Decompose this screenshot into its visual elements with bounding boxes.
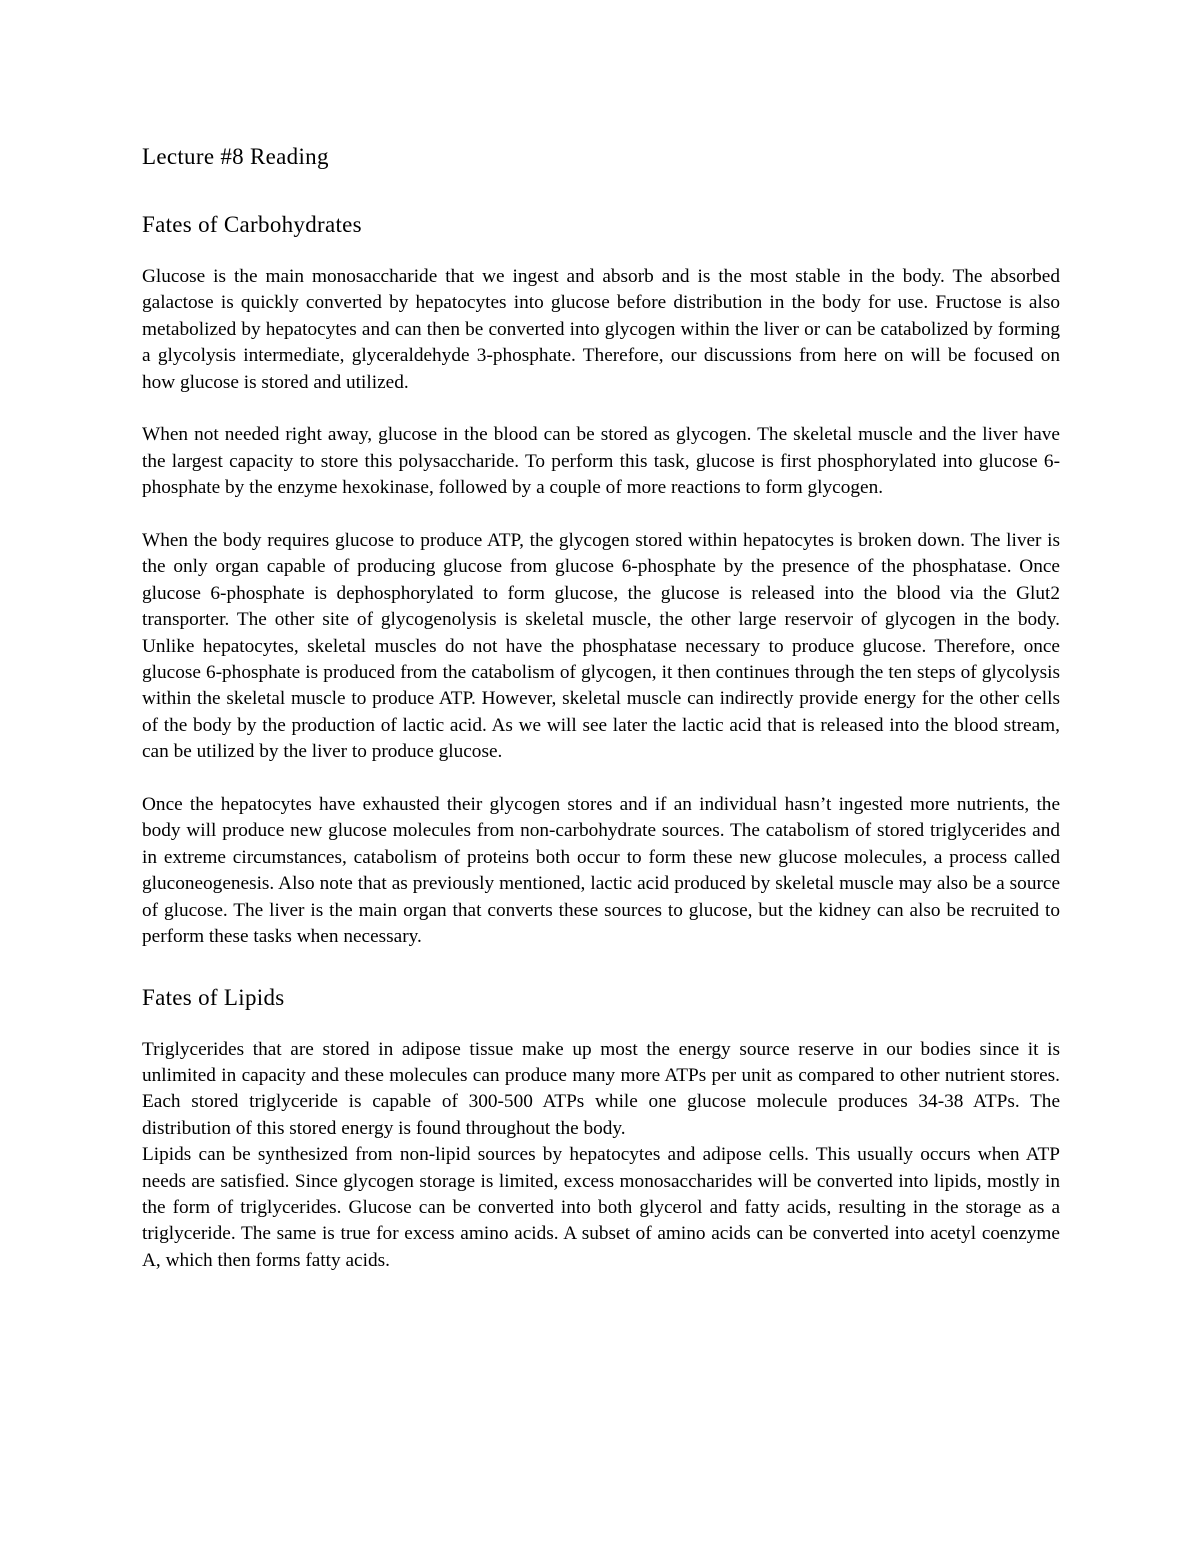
paragraph-glycogen-storage: When not needed right away, glucose in the blood can be stored as glycogen. The skeletal muscle and the liver have the largest capacity to store this polysaccharide. To perform this task, glucose is first phosphorylated into glucose 6-phosphate by the enzyme hexokinase, followed by a couple of more reactions to form glycogen. bbox=[142, 424, 1060, 499]
paragraph-lipogenesis: Lipids can be synthesized from non-lipid sources by hepatocytes and adipose cells. This usually occurs when ATP needs are satisfied. Since glycogen storage is limited, excess monosaccharides will be converted into lipids, mostly in the form of triglycerides. Glucose can be converted into both glycerol and fatty acids, resulting in the storage as a triglyceride. The same is true for excess amino acids. A subset of amino acids can be converted into acetyl coenzyme A, which then forms fatty acids. bbox=[142, 1144, 1060, 1271]
section-heading-lipids: Fates of Lipids bbox=[142, 984, 285, 1010]
section-spacer bbox=[142, 951, 1060, 981]
paragraph-spacer bbox=[142, 396, 1060, 422]
paragraph-glucose-intro: Glucose is the main monosaccharide that we ingest and absorb and is the most stable in the body. The absorbed galactose is quickly converted by hepatocytes into glucose before distribution in the body for use. Fructose is also metabolized by hepatocytes and can then be converted into glycogen within the liver or can be catabolized by forming a glycolysis intermediate, glyceraldehyde 3-phosphate. Therefore, our discussions from here on will be focused on how glucose is stored and utilized. bbox=[142, 266, 1060, 393]
document-body bbox=[142, 140, 1060, 1274]
paragraph-triglyceride-reserve: Triglycerides that are stored in adipose tissue make up most the energy source reserve in our bodies since it is unlimited in capacity and these molecules can produce many more ATPs per unit as compared to other nutrient stores. Each stored triglyceride is capable of 300-500 ATPs while one glucose molecule produces 34-38 ATPs. The distribution of this stored energy is found throughout the body. bbox=[142, 1038, 1060, 1139]
document-title: Lecture #8 Reading bbox=[142, 144, 329, 169]
paragraph-gluconeogenesis: Once the hepatocytes have exhausted their glycogen stores and if an individual hasn’t ingested more nutrients, the body will produce new glucose molecules from non-carbohydrate sources. The catabolism of stored triglycerides and in extreme circumstances, catabolism of proteins both occur to form these new glucose molecules, a process called gluconeogenesis. Also note that as previously mentioned, lactic acid produced by skeletal muscle may also be a source of glucose. The liver is the main organ that converts these sources to glucose, but the kidney can also be recruited to perform these tasks when necessary. bbox=[142, 794, 1060, 948]
paragraph-glycogenolysis: When the body requires glucose to produce ATP, the glycogen stored within hepatocytes is broken down. The liver is the only organ capable of producing glucose from glucose 6-phosphate by the presence of the phosphatase. Once glucose 6-phosphate is dephosphorylated to form glucose, the glucose is released into the blood via the Glut2 transporter. The other site of glycogenolysis is skeletal muscle, the other large reservoir of glycogen in the body. Unlike hepatocytes, skeletal muscles do not have the phosphatase necessary to produce glucose. Therefore, once glucose 6-phosphate is produced from the catabolism of glycogen, it then continues through the ten steps of glycolysis within the skeletal muscle to produce ATP. However, skeletal muscle can indirectly provide energy for the other cells of the body by the production of lactic acid. As we will see later the lactic acid that is released into the blood stream, can be utilized by the liver to produce glucose. bbox=[142, 530, 1060, 763]
paragraph-spacer bbox=[142, 502, 1060, 528]
section-heading-carbohydrates: Fates of Carbohydrates bbox=[142, 212, 362, 237]
paragraph-spacer bbox=[142, 766, 1060, 792]
